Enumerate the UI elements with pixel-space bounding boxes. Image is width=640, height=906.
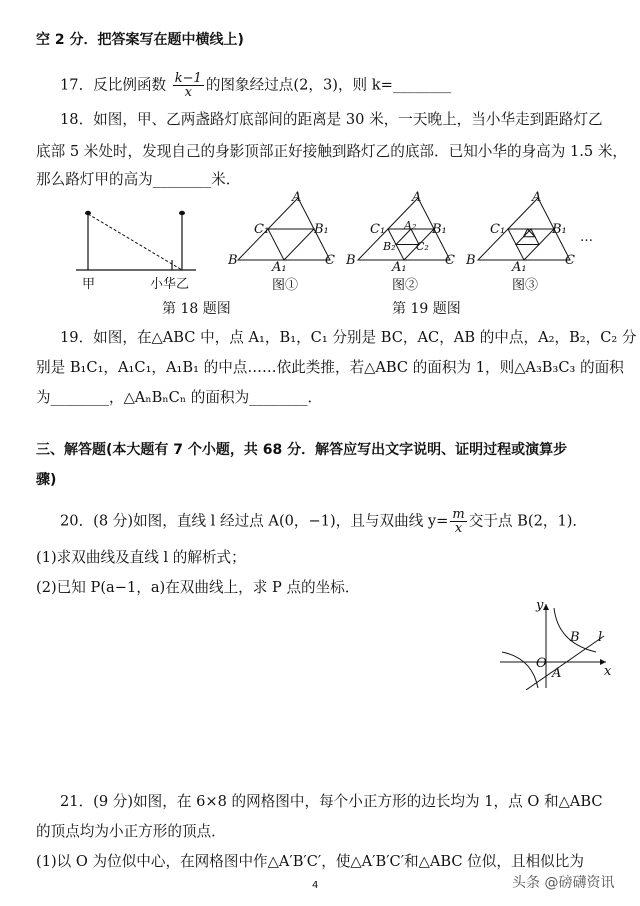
- fig19-1-C: C: [325, 253, 335, 268]
- q17-text-after: 的图象经过点(2，3)，则 k=________: [205, 76, 452, 94]
- fig19-1-B1: B₁: [314, 222, 329, 237]
- q21-line1: 21．(9 分)如图，在 6×8 的网格图中，每个小正方形的边长均为 1，点 O 和△ABC: [60, 793, 603, 810]
- q20-frac-num: m: [452, 507, 465, 522]
- q17-frac-num: k−1: [174, 71, 202, 86]
- fig19-2-C1: C₁: [370, 222, 386, 237]
- fig19-3-A1: A₁: [512, 260, 527, 275]
- q21-line2: 的顶点均为小正方形的顶点．: [36, 823, 226, 840]
- fig19-2-A1: A₁: [392, 260, 407, 275]
- fig19-2-A: A: [412, 190, 422, 205]
- q20-frac-den: x: [454, 521, 463, 536]
- fig19-caption: 第 19 题图: [392, 301, 461, 317]
- fig18-label-xiaohua-yi: 小华乙: [150, 277, 190, 292]
- q20-part2: (2)已知 P(a−1，a)在双曲线上，求 P 点的坐标．: [36, 579, 360, 596]
- fig19-2-B1: B₁: [432, 222, 447, 237]
- fig19-2-C2: C₂: [416, 240, 429, 253]
- fig20-x-label: x: [604, 664, 612, 679]
- page-number: 4: [312, 880, 319, 891]
- fig19-1-A1: A₁: [272, 260, 287, 275]
- q19-line2: 别是 B₁C₁，A₁C₁，A₁B₁ 的中点……依此类推，若△ABC 的面积为 1，则△A₃B₃C₃ 的面积: [36, 359, 624, 376]
- watermark: 头条 @磅礴资讯: [512, 875, 615, 891]
- fig19-sub3: 图③: [512, 278, 539, 293]
- fig20-A-label: A: [552, 666, 562, 681]
- fig19-3-A: A: [532, 190, 542, 205]
- fig18-label-jia: 甲: [82, 277, 96, 292]
- fig20-B-label: B: [570, 630, 580, 645]
- q17-frac-den: x: [184, 85, 192, 100]
- q19-line3: 为________，△AₙBₙCₙ 的面积为________．: [36, 389, 323, 406]
- fig19-ellipsis: …: [580, 230, 593, 245]
- fig19-2-A2: A₂: [404, 219, 417, 232]
- q21-line3: (1)以 O 为位似中心，在网格图中作△A′B′C′，使△A′B′C′和△ABC 位似，且相似比为: [36, 853, 584, 870]
- q20-fraction: [450, 508, 466, 535]
- fig19-1-C1: C₁: [254, 222, 270, 237]
- q17-text-before: 17．反比例函数: [60, 76, 171, 94]
- fig19-2-B2: B₂: [383, 240, 396, 253]
- section-header-tail: 空 2 分．把答案写在题中横线上): [36, 32, 244, 48]
- q20-text-before: 20．(8 分)如图，直线 l 经过点 A(0，−1)，且与双曲线 y=: [60, 512, 449, 530]
- q18-line1: 18．如图，甲、乙两盏路灯底部间的距离是 30 米，一天晚上，当小华走到距路灯乙: [60, 111, 603, 128]
- fig18-caption: 第 18 题图: [162, 301, 231, 317]
- fig19-3-C1: C₁: [490, 222, 506, 237]
- fig19-3-B1: B₁: [552, 222, 567, 237]
- fig20-O-label: O: [536, 656, 547, 671]
- q19-line1: 19．如图，在△ABC 中，点 A₁，B₁，C₁ 分别是 BC，AC，AB 的中点，A₂，B₂，C₂ 分: [60, 329, 637, 346]
- fig20-l-label: l: [598, 630, 603, 645]
- question-20: [60, 508, 587, 535]
- question-17: [60, 72, 451, 99]
- fig20-y-label: y: [536, 598, 544, 613]
- fig19-3-B: B: [466, 253, 476, 268]
- q18-line3: 那么路灯甲的高为________米．: [36, 171, 241, 188]
- fig19-sub1: 图①: [272, 278, 299, 293]
- section-3-heading: 三、解答题(本大题有 7 个小题，共 68 分．解答应写出文字说明、证明过程或演算步: [36, 442, 568, 458]
- q17-fraction: [173, 72, 204, 99]
- fig19-sub2: 图②: [392, 278, 419, 293]
- section-3-heading-cont: 骤): [36, 472, 57, 488]
- fig19-2-C: C: [445, 253, 455, 268]
- fig19-2-B: B: [346, 253, 356, 268]
- fig19-1-A: A: [292, 190, 302, 205]
- q20-text-after: 交于点 B(2，1)．: [468, 512, 588, 530]
- q18-line2: 底部 5 米处时，发现自己的身影顶部正好接触到路灯乙的底部．已知小华的身高为 1.5 米，: [36, 143, 628, 160]
- fig19-1-B: B: [228, 253, 238, 268]
- q20-part1: (1)求双曲线及直线 l 的解析式；: [36, 549, 246, 566]
- fig19-3-C: C: [565, 253, 575, 268]
